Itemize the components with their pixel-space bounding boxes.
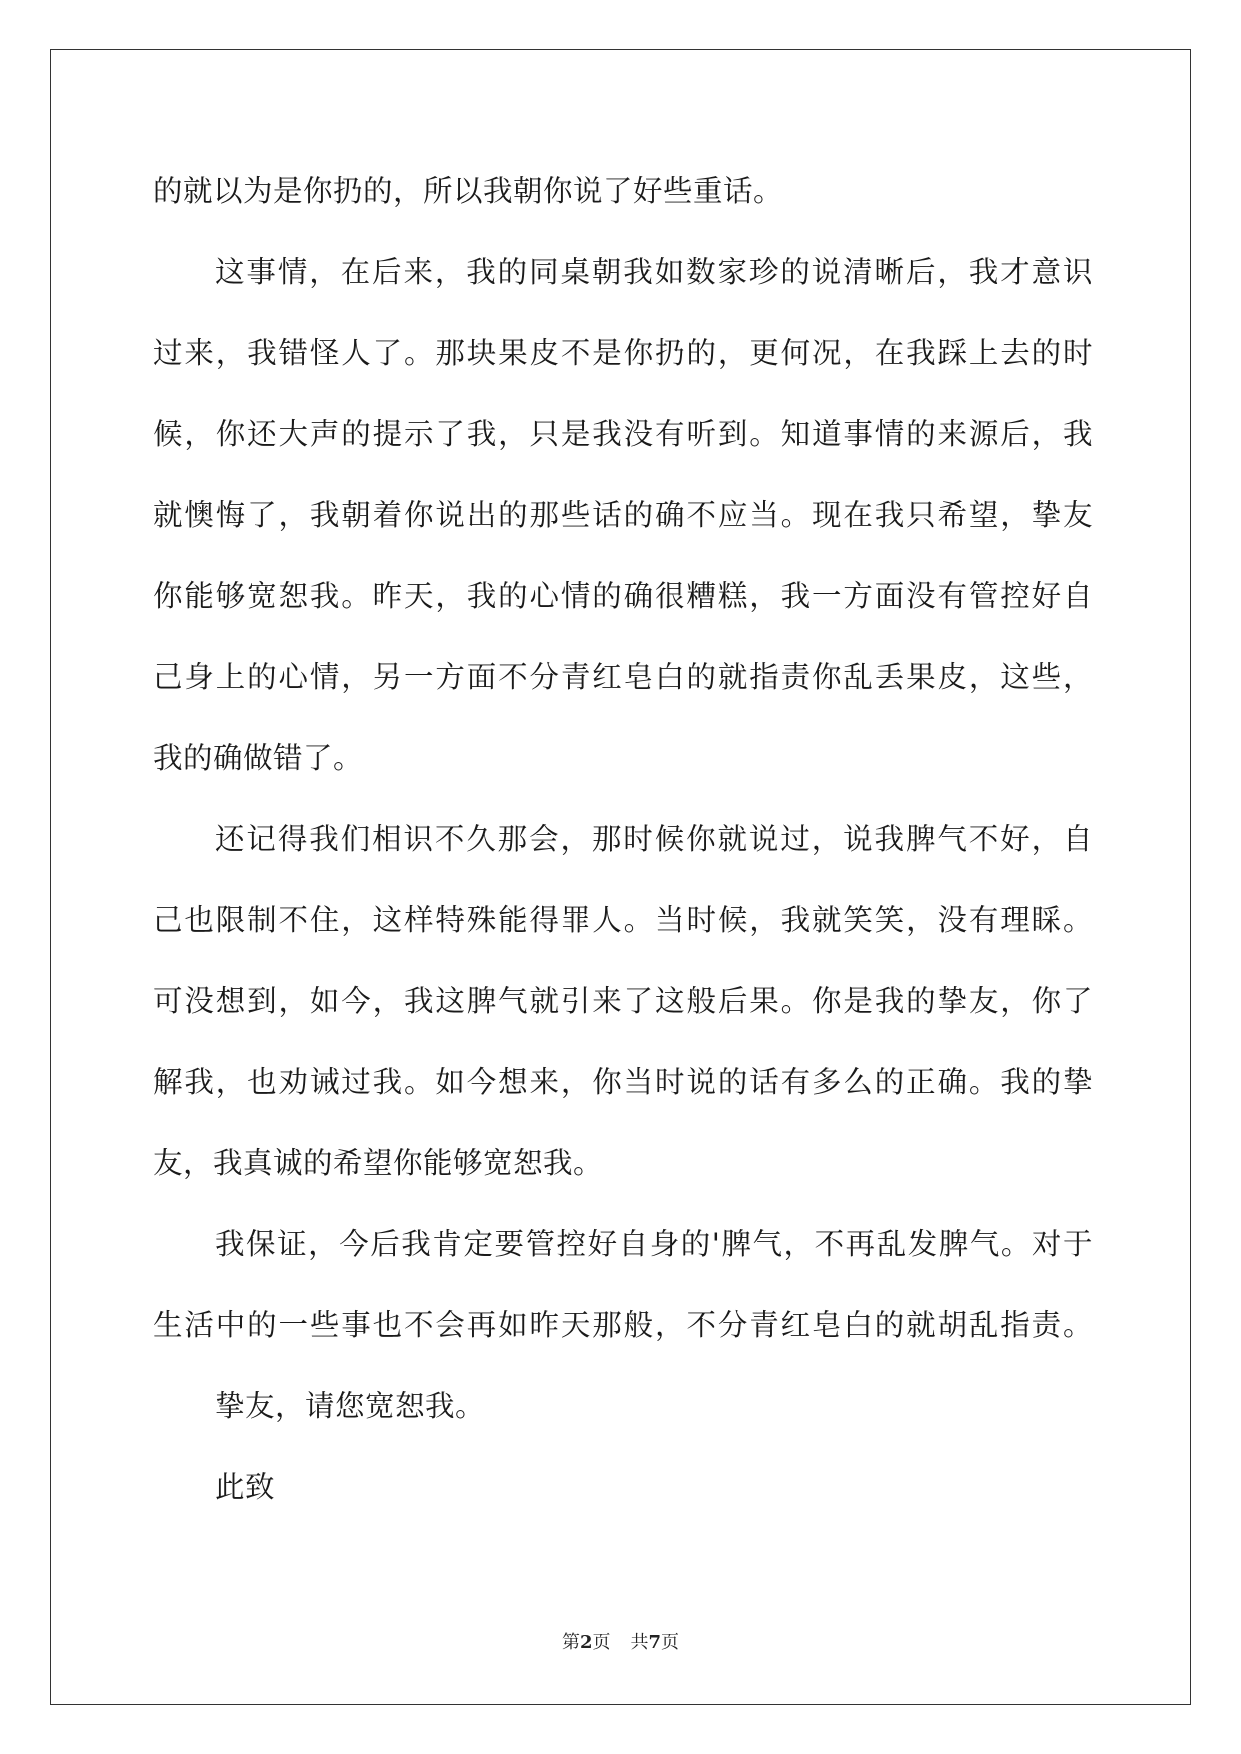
text-line: 挚友，请您宽恕我。 <box>215 1389 486 1423</box>
text-line: 可没想到，如今，我这脾气就引来了这般后果。你是我的挚友，你了 <box>153 984 1093 1018</box>
text-line: 我的确做错了。 <box>153 741 364 775</box>
text-line: 友，我真诚的希望你能够宽恕我。 <box>153 1146 604 1180</box>
text-line: 生活中的一些事也不会再如昨天那般，不分青红皂白的就胡乱指责。 <box>153 1308 1093 1342</box>
text-line: 己身上的心情，另一方面不分青红皂白的就指责你乱丢果皮，这些， <box>153 660 1093 694</box>
text-line: 过来，我错怪人了。那块果皮不是你扔的，更何况，在我踩上去的时 <box>153 336 1093 370</box>
text-line: 候，你还大声的提示了我，只是我没有听到。知道事情的来源后，我 <box>153 417 1093 451</box>
text-line: 的就以为是你扔的，所以我朝你说了好些重话。 <box>153 174 784 208</box>
text-line: 我保证，今后我肯定要管控好自身的'脾气，不再乱发脾气。对于 <box>215 1227 1093 1261</box>
footer-total-prefix: 共 <box>630 1632 649 1653</box>
footer-total-pages: 7 <box>648 1632 662 1653</box>
text-line: 这事情，在后来，我的同桌朝我如数家珍的说清晰后，我才意识 <box>215 255 1093 289</box>
page-footer <box>0 1631 1241 1655</box>
text-line: 此致 <box>215 1470 276 1504</box>
text-line: 己也限制不住，这样特殊能得罪人。当时候，我就笑笑，没有理睬。 <box>153 903 1093 937</box>
text-line: 就懊悔了，我朝着你说出的那些话的确不应当。现在我只希望，挚友 <box>153 498 1093 532</box>
footer-page-suffix: 页 <box>592 1632 611 1653</box>
text-line: 还记得我们相识不久那会，那时候你就说过，说我脾气不好，自 <box>215 822 1093 856</box>
footer-page-number: 2 <box>579 1632 593 1653</box>
letter-body <box>153 162 1093 1539</box>
footer-total-suffix: 页 <box>661 1632 680 1653</box>
text-line: 解我，也劝诫过我。如今想来，你当时说的话有多么的正确。我的挚 <box>153 1065 1093 1099</box>
footer-page-prefix: 第 <box>561 1632 580 1653</box>
text-line: 你能够宽恕我。昨天，我的心情的确很糟糕，我一方面没有管控好自 <box>153 579 1093 613</box>
